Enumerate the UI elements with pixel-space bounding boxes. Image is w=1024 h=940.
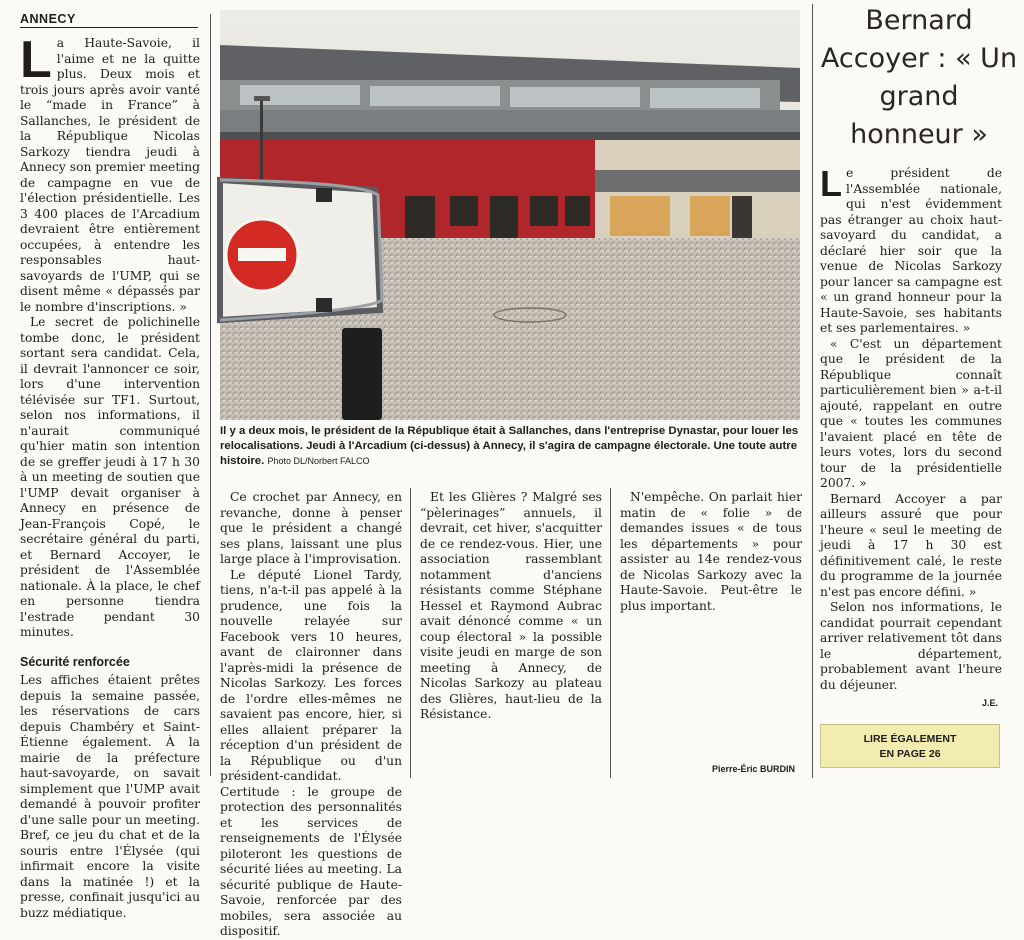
main-article-author: Pierre-Éric BURDIN [712, 764, 796, 774]
main-article-column-2 [220, 490, 402, 938]
column-divider [610, 488, 611, 778]
section-label: ANNECY [20, 12, 198, 28]
read-also-line-2: EN PAGE 26 [879, 748, 941, 760]
read-also-box [820, 724, 1000, 768]
side-article-paragraph-3: Bernard Accoyer a par ailleurs assuré que pour l'heure « seul le meeting de jeudi à 17 h 30 est définitivement calé, le reste du programme de la journée n'est pas encore défini. » [820, 491, 1002, 599]
arcadium-photo [220, 10, 800, 420]
main-article-paragraph-4: Ce crochet par Annecy, en revanche, donne à penser que le président a changé ses plans, laissant une plus large place à l'improvisation. [220, 490, 402, 566]
main-article-paragraph-7: N'empêche. On parlait hier matin de « folie » de demandes issues « de tous les départements » pour assister au 14e rendez-vous de Nicolas Sarkozy avec la Haute-Savoie. Peut-être le plus important. [620, 490, 802, 613]
main-article-paragraph-5: Le député Lionel Tardy, tiens, n'a-t-il pas appelé à la prudence, une fois la nouvelle relayée sur Facebook vers 10 heures, avant de claironner dans l'après-midi la présence de Nicolas Sarkozy. Les forces de l'ordre elles-mêmes ne savaient pas encore, hier, si elles allaient préparer la réception d'un président de la République ou d'un président-candidat. Certitude : le groupe de protection des personnalités et les services de renseignements de l'Élysée piloteront les questions de sécurité liées au meeting. La sécurité publique de Haute-Savoie, renforcée par des mobiles, sera associée au dispositif. [220, 567, 402, 938]
side-article-paragraph-4: Selon nos informations, le candidat pourrait cependant arriver relativement tôt dans le département, probablement avant l'heure du déjeuner. [820, 600, 1002, 692]
side-article-lead: Le président de l'Assemblée nationale, qui n'est évidemment pas étranger au choix haut-savoyard du candidat, a déclaré hier soir que la venue de Nicolas Sarkozy pour lancer sa campagne est « un grand honneur pour la Haute-Savoie, ses habitants et ses parlementaires. » [820, 163, 1002, 335]
photo-caption: Il y a deux mois, le président de la République était à Sallanches, dans l'entreprise Dynastar, pour louer les relocalisations. Jeudi à l'Arcadium (ci-dessus) à Annecy, il s'agira de campagne électorale. Une toute autre histoire. Photo DL/Norbert FALCO [220, 425, 799, 467]
main-article-paragraph-2: Le secret de polichinelle tombe donc, le président sortant sera candidat. Cela, il devrait l'annoncer ce soir, lors d'une intervention télévisée sur TF1. Surtout, selon nos informations, il n'aurait communiqué qu'hier matin son intention de se greffer jeudi à 17 h 30 à un meeting de soutien que l'UMP devait organiser à Annecy en présence de Jean-François Copé, le secrétaire général du parti, et Bernard Accoyer, le président de l'Assemblée nationale. À la place, le chef en personne tiendra l'estrade pendant 30 minutes. [20, 315, 200, 639]
column-divider [210, 14, 211, 776]
main-article-paragraph-6: Et les Glières ? Malgré ses “pèlerinages” annuels, il devrait, cet hiver, s'acquitter de ce rendez-vous. Hier, une association rassemblant notamment d'anciens résistants comme Stéphane Hessel et Raymond Aubrac avait dénoncé comme « un coup électoral » la possible visite jeudi en marge de son meeting à Annecy, de Nicolas Sarkozy au plateau des Glières, haut-lieu de la Résistance. [420, 490, 602, 721]
photo-credit: Photo DL/Norbert FALCO [267, 456, 370, 466]
column-divider [410, 488, 411, 778]
arcadium-building-illustration [220, 10, 800, 420]
main-article-column-3 [420, 490, 602, 780]
main-article-paragraph-3: Les affiches étaient prêtes depuis la semaine passée, les réservations de cars depuis Chambéry et Saint-Étienne également. À la mairie de la préfecture haut-savoyarde, on savait simplement que l'UMP avait demandé à pouvoir profiter d'une salle pour un meeting. Bref, ce jeu du chat et de la souris entre l'Élysée (qui infirmait encore la visite dans la matinée !) et la presse, confinait jusqu'ici au buzz médiatique. [20, 673, 200, 920]
side-article-headline: Bernard Accoyer : « Un grand honneur » [820, 5, 1018, 150]
main-article-lead: La Haute-Savoie, il l'aime et ne la quitte plus. Deux mois et trois jours après avoir vanté le “made in France” à Sallanches, le président de la République Nicolas Sarkozy tiendra jeudi à Annecy son premier meeting de campagne en vue de l'élection présidentielle. Les 3 400 places de l'Arcadium devraient être entièrement occupées, à entendre les responsables haut-savoyards de l'UMP, qui se disent même « dépassés par le nombre d'inscriptions. » [20, 31, 200, 314]
dropcap: L [820, 163, 842, 204]
dropcap: L [20, 31, 52, 89]
side-article-author: J.E. [982, 698, 999, 708]
main-article-column-1 [20, 31, 200, 920]
main-article-column-4 [620, 490, 802, 754]
subheading-securite: Sécurité renforcée [20, 654, 130, 669]
read-also-line-1: LIRE ÉGALEMENT [863, 733, 957, 745]
side-article-paragraph-2: « C'est un département que le président de la République connaît particulièrement bien » a-t-il ajouté, rappelant en outre que « toutes les communes l'avaient placé en tête de leurs votes, lors du second tour de la présidentielle 2007. » [820, 336, 1002, 490]
side-article-column [820, 163, 1002, 694]
column-divider [812, 4, 813, 778]
